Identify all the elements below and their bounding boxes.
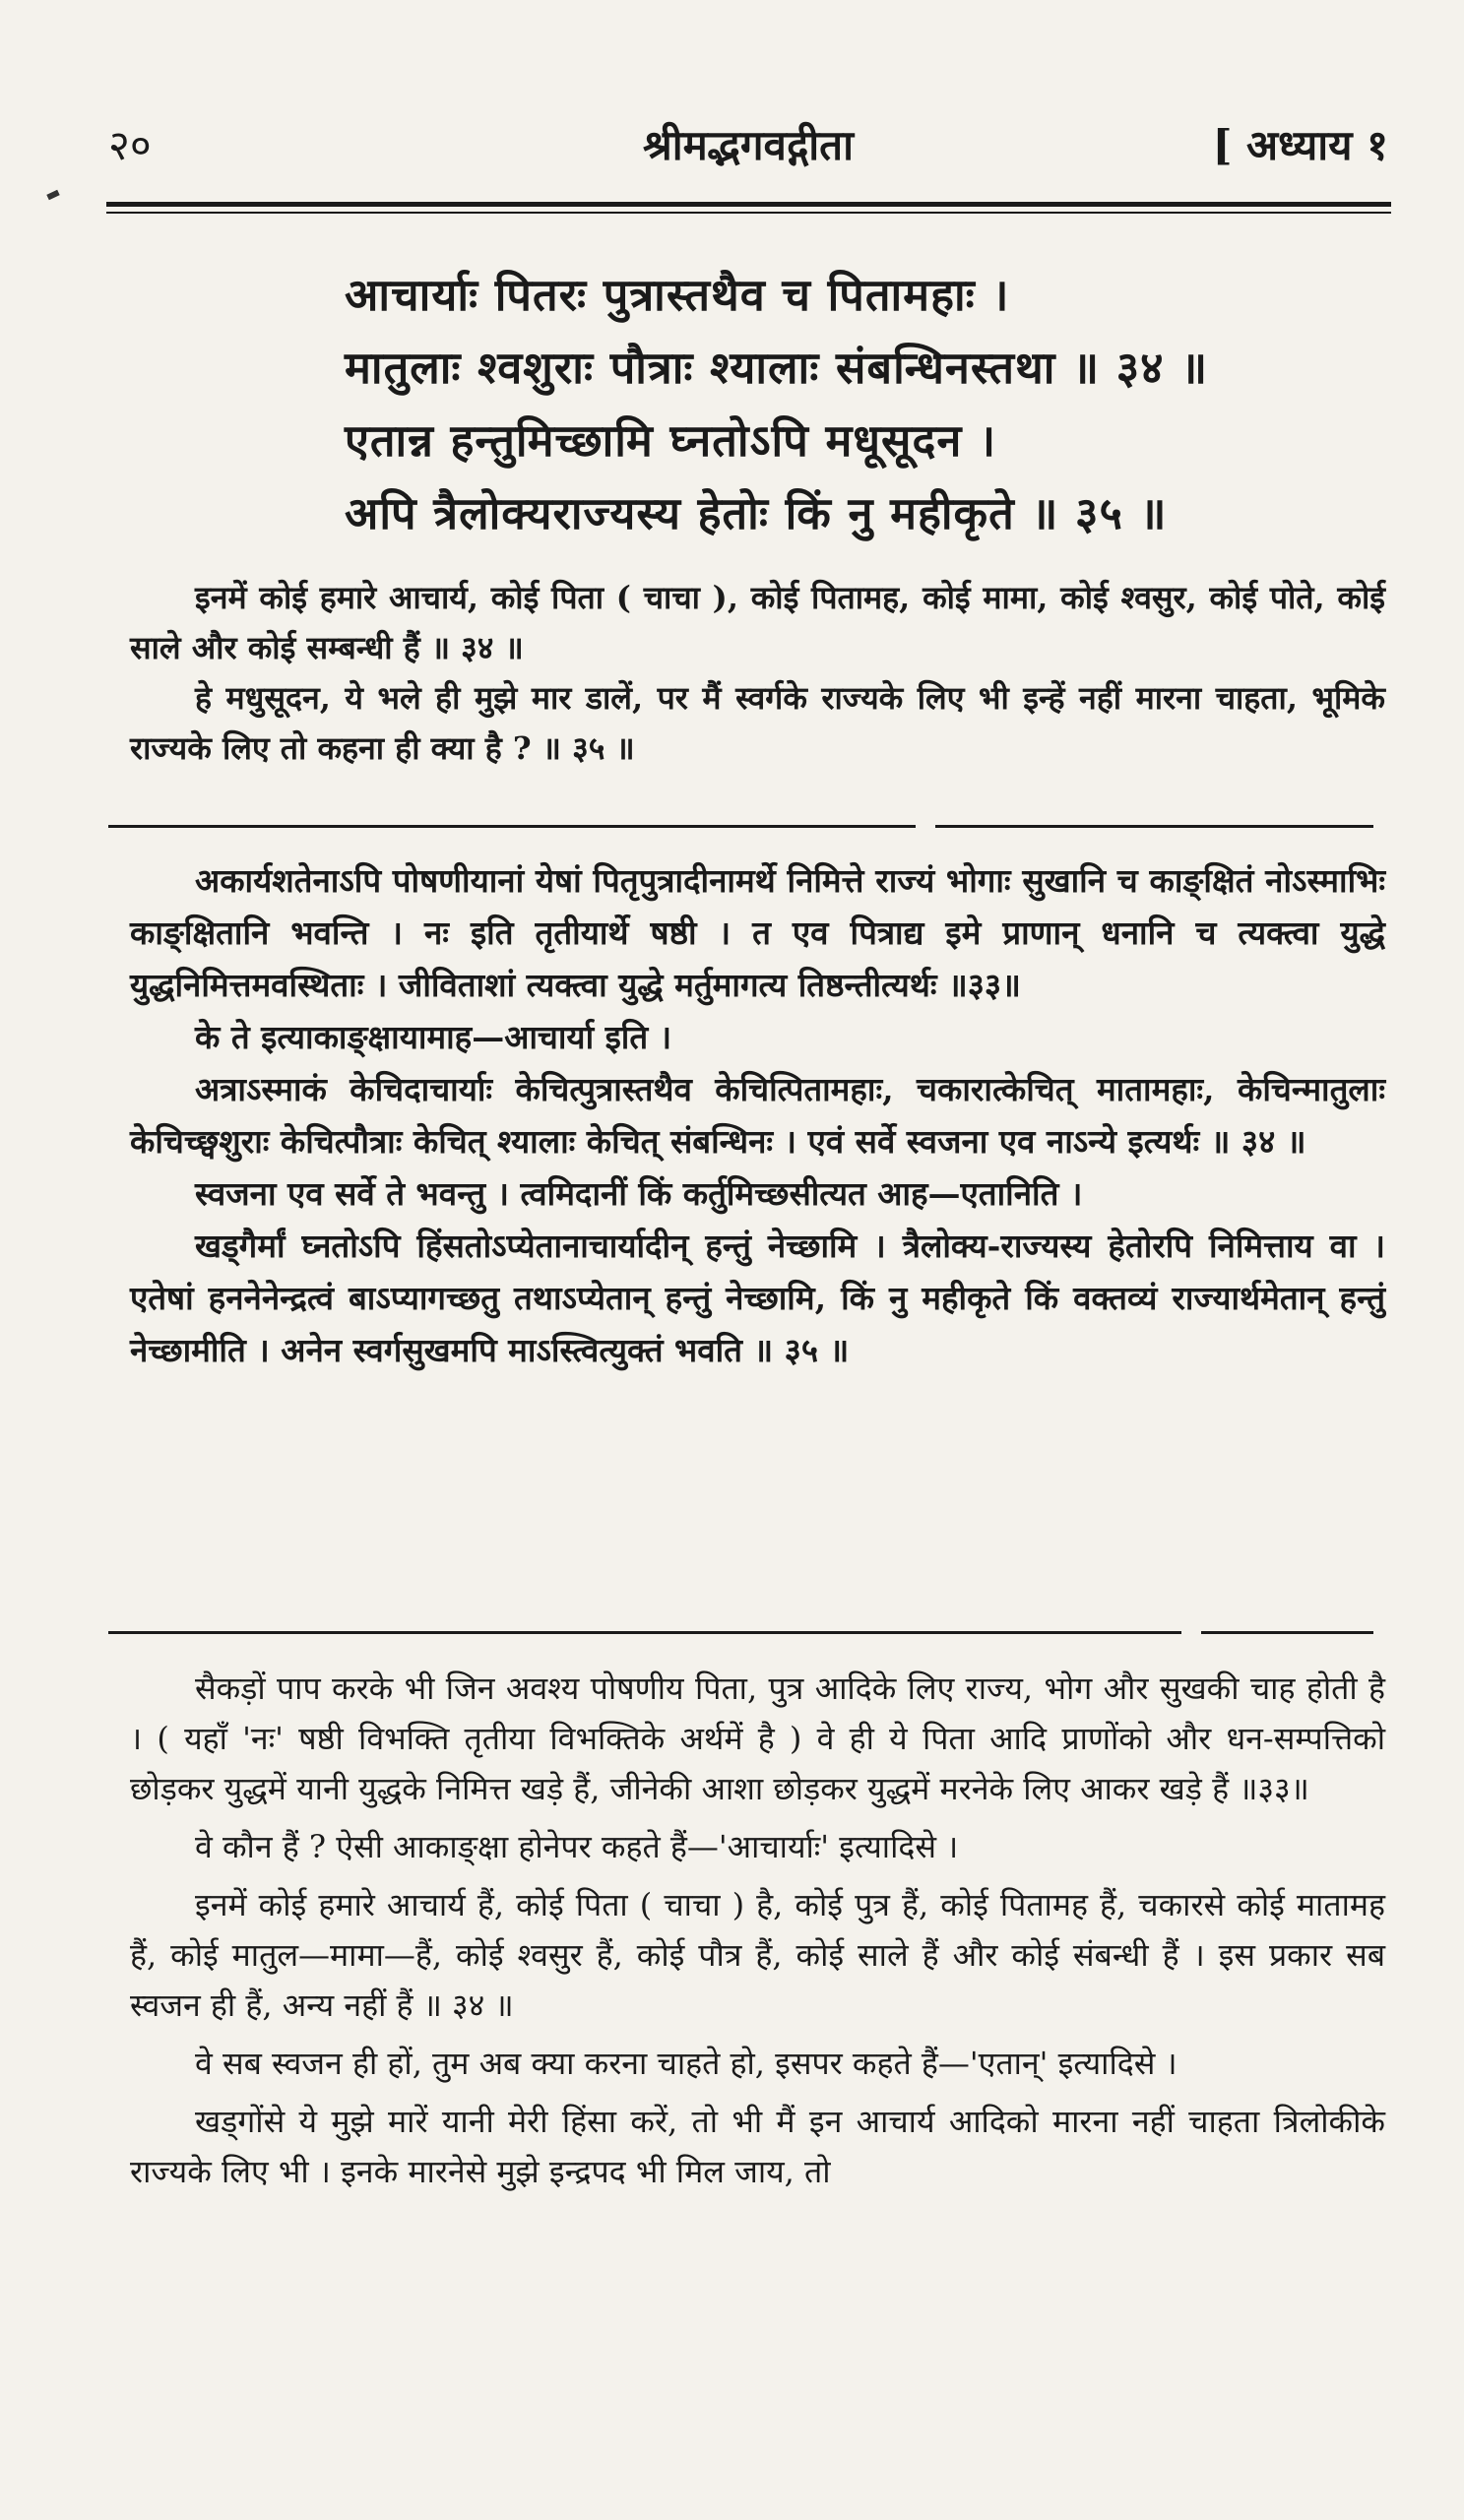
header-rule-thin [106, 212, 1391, 214]
chapter-label: [ अध्याय १ [1212, 121, 1388, 169]
hindi-paragraph: इनमें कोई हमारे आचार्य हैं, कोई पिता ( चाचा ) है, कोई पुत्र हैं, कोई पितामह हैं, चकारसे कोई मातामह हैं, कोई मातुल—मामा—हैं, कोई श्वसुर हैं, कोई पौत्र हैं, कोई साले हैं और कोई संबन्धी हैं । इस प्रकार सब स्वजन ही हैं, अन्य नहीं हैं ॥ ३४ ॥ [130, 1886, 1385, 2024]
translation-paragraph: इनमें कोई हमारे आचार्य, कोई पिता ( चाचा ), कोई पितामह, कोई मामा, कोई श्वसुर, कोई पोते, कोई साले और कोई सम्बन्धी हैं ॥ ३४ ॥ [130, 579, 1385, 666]
hindi-commentary [130, 1664, 1385, 2197]
section-divider-left [108, 1631, 1181, 1634]
verse-line: आचार्याः पितरः पुत्रास्तथैव च पितामहाः । [345, 269, 1010, 321]
verse-line: एतान्न हन्तुमिच्छामि घ्नतोऽपि मधूसूदन । [345, 414, 997, 467]
book-title: श्रीमद्भगवद्गीता [643, 121, 854, 169]
sanskrit-paragraph: स्वजना एव सर्वे ते भवन्तु । त्वमिदानीं किं कर्तुमिच्छसीत्यत आह—एतानिति । [195, 1174, 1083, 1213]
sanskrit-paragraph: के ते इत्याकाङ्क्षायामाह—आचार्या इति । [195, 1018, 672, 1056]
section-divider-right [1201, 1631, 1373, 1634]
verse-line: अपि त्रैलोक्यराज्यस्य हेतोः किं नु महीकृते ॥ ३५ ॥ [345, 487, 1168, 539]
hindi-paragraph: वे कौन हैं ? ऐसी आकाङ्क्षा होनेपर कहते हैं—'आचार्याः' इत्यादिसे । [195, 1828, 959, 1865]
ink-mark [46, 190, 59, 201]
sanskrit-paragraph: अत्राऽस्माकं केचिदाचार्याः केचित्पुत्रास्तथैव केचित्पितामहाः, चकारात्केचित् मातामहाः, केचिन्मातुलाः केचिच्छ्वशुराः केचित्पौत्राः केचित् श्यालाः केचित् संबन्धिनः । एवं सर्वे स्वजना एव नाऽन्ये इत्यर्थः ॥ ३४ ॥ [130, 1070, 1385, 1161]
running-header [108, 116, 1388, 185]
sanskrit-paragraph: खड्गैर्मां घ्नतोऽपि हिंसतोऽप्येतानाचार्यादीन् हन्तुं नेच्छामि । त्रैलोक्य-राज्यस्य हेतोरपि निमित्ताय वा । एतेषां हननेनेन्द्रत्वं बाऽप्यागच्छतु तथाऽप्येतान् हन्तुं नेच्छामि, किं नु महीकृते किं वक्तव्यं राज्यार्थमेतान् हन्तुं नेच्छामीति । अनेन स्वर्गसुखमपि माऽस्त्वित्युक्तं भवति ॥ ३५ ॥ [130, 1227, 1385, 1369]
hindi-paragraph: वे सब स्वजन ही हों, तुम अब क्या करना चाहते हो, इसपर कहते हैं—'एतान्' इत्यादिसे । [195, 2045, 1178, 2082]
page-number: २० [108, 121, 152, 169]
section-divider-right [935, 825, 1373, 828]
header-rule-thick [106, 202, 1391, 207]
translation-paragraph: हे मधुसूदन, ये भले ही मुझे मार डालें, पर मैं स्वर्गके राज्यके लिए भी इन्हें नहीं मारना चाहता, भूमिके राज्यके लिए तो कहना ही क्या है ? ॥ ३५ ॥ [130, 679, 1385, 767]
sanskrit-paragraph: अकार्यशतेनाऽपि पोषणीयानां येषां पितृपुत्रादीनामर्थे निमित्ते राज्यं भोगाः सुखानि च काङ्क्षितं नोऽस्माभिः काङ्क्षितानि भवन्ति । नः इति तृतीयार्थे षष्ठी । त एव पित्राद्य इमे प्राणान् धनानि च त्यक्त्वा युद्धे युद्धनिमित्तमवस्थिताः । जीविताशां त्यक्त्वा युद्धे मर्तुमागत्य तिष्ठन्तीत्यर्थः ॥३३॥ [130, 861, 1385, 1004]
verse-translation [130, 573, 1385, 774]
sanskrit-commentary [130, 854, 1385, 1376]
hindi-paragraph: खड्गोंसे ये मुझे मारें यानी मेरी हिंसा करें, तो भी मैं इन आचार्य आदिको मारना नहीं चाहता त्रिलोकीके राज्यके लिए भी । इनके मारनेसे मुझे इन्द्रपद भी मिल जाय, तो [130, 2103, 1385, 2190]
section-divider-left [108, 825, 916, 828]
hindi-paragraph: सैकड़ों पाप करके भी जिन अवश्य पोषणीय पिता, पुत्र आदिके लिए राज्य, भोग और सुखकी चाह होती है । ( यहाँ 'नः' षष्ठी विभक्ति तृतीया विभक्तिके अर्थमें है ) वे ही ये पिता आदि प्राणोंको और धन-सम्पत्तिको छोड़कर युद्धमें यानी युद्धके निमित्त खड़े हैं, जीनेकी आशा छोड़कर युद्धमें मरनेके लिए आकर खड़े हैं ॥३३॥ [130, 1670, 1385, 1807]
verse-line: मातुलाः श्वशुराः पौत्राः श्यालाः संबन्धिनस्तथा ॥ ३४ ॥ [345, 342, 1209, 394]
